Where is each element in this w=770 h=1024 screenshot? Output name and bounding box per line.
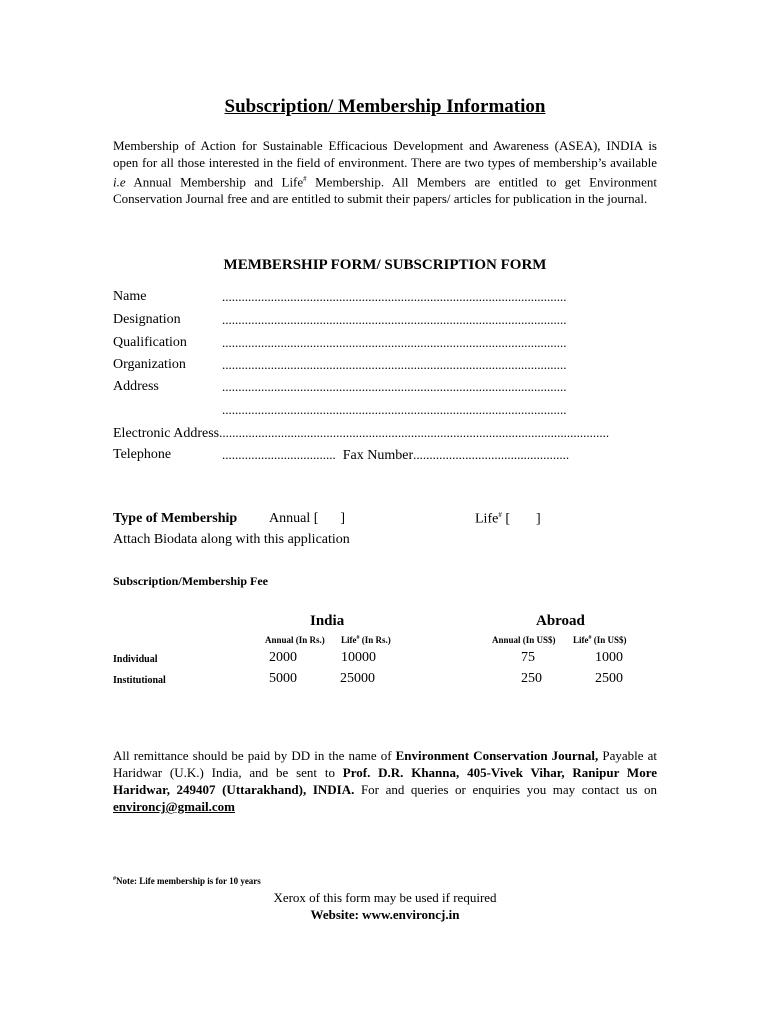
life-close: ] xyxy=(536,511,541,527)
qualification-label: Qualification xyxy=(113,335,187,350)
institutional-india-annual: 5000 xyxy=(269,671,297,686)
intro-paragraph xyxy=(113,137,657,207)
fax-field[interactable]: ................................................ xyxy=(413,447,570,462)
india-life-header xyxy=(341,635,391,645)
annual-label: Annual [ xyxy=(269,511,319,526)
institutional-abroad-annual: 250 xyxy=(521,671,542,686)
name-field[interactable]: .......................................................................................................... xyxy=(222,289,567,304)
qualification-field[interactable]: .......................................................................................................... xyxy=(222,335,567,350)
organization-field[interactable]: .......................................................................................................... xyxy=(222,357,567,372)
life-label: Life xyxy=(475,511,499,527)
address-field-line1[interactable]: .......................................................................................................... xyxy=(222,379,567,394)
remittance-paragraph xyxy=(113,747,657,815)
india-life-sup: # xyxy=(356,635,360,641)
attach-biodata-text: Attach Biodata along with this application xyxy=(113,532,350,547)
remittance-text-1: All remittance should be paid by DD in the name of xyxy=(113,748,396,763)
india-life-header-label: Life xyxy=(341,635,357,645)
individual-label: Individual xyxy=(113,654,158,665)
intro-sup: # xyxy=(303,175,307,183)
remittance-text-3: For and queries or enquiries you may contact us on xyxy=(354,782,657,797)
name-label: Name xyxy=(113,289,147,304)
remittance-journal-name: Environment Conservation Journal, xyxy=(395,748,599,763)
life-checkbox[interactable] xyxy=(475,511,541,528)
telephone-label: Telephone xyxy=(113,447,172,462)
abroad-life-sup: # xyxy=(588,635,592,641)
individual-abroad-annual: 75 xyxy=(521,650,535,665)
intro-ie: i.e xyxy=(113,174,126,190)
abroad-life-header-unit: (In US$) xyxy=(591,635,627,645)
annual-checkbox[interactable] xyxy=(269,511,345,527)
remittance-address: Prof. D.R. Khanna, 405-Vivek Vihar, Ranipur More Haridwar, 249407 (Uttarakhand), INDIA. xyxy=(113,765,658,797)
address-label: Address xyxy=(113,379,159,394)
institutional-label: Institutional xyxy=(113,675,166,686)
remittance-text-2: Payable at Haridwar (U.K.) India, and be sent to xyxy=(113,748,657,780)
intro-text-2: Annual Membership and Life xyxy=(125,174,304,190)
institutional-abroad-life: 2500 xyxy=(595,671,623,686)
organization-label: Organization xyxy=(113,357,186,372)
intro-text-3: Membership. All Members are entitled to get Environment Conservation Journal free and are entitled to submit their papers/ articles for publication in the journal. xyxy=(113,174,657,207)
telephone-dots[interactable]: ................................... xyxy=(222,447,336,462)
footnote xyxy=(113,876,261,886)
annual-close: ] xyxy=(340,511,346,526)
address-field-line2[interactable]: .......................................................................................................... xyxy=(222,402,567,417)
form-title: MEMBERSHIP FORM/ SUBSCRIPTION FORM xyxy=(223,257,547,273)
india-heading: India xyxy=(310,613,345,629)
individual-india-annual: 2000 xyxy=(269,650,297,665)
abroad-life-header xyxy=(573,635,627,645)
designation-field[interactable]: .......................................................................................................... xyxy=(222,312,567,327)
electronic-address-row[interactable] xyxy=(113,425,625,442)
email-link[interactable]: environcj@gmail.com xyxy=(113,799,235,814)
india-life-header-unit: (In Rs.) xyxy=(359,635,391,645)
footnote-text: Note: Life membership is for 10 years xyxy=(116,876,261,886)
electronic-address-field[interactable]: ........................................................................................................................ xyxy=(219,425,610,440)
footnote-sup: # xyxy=(113,876,116,882)
individual-abroad-life: 1000 xyxy=(595,650,623,665)
institutional-india-life: 25000 xyxy=(340,671,375,686)
abroad-annual-header: Annual (In US$) xyxy=(492,635,556,645)
life-sup: # xyxy=(498,511,502,519)
page-title: Subscription/ Membership Information xyxy=(224,96,546,117)
fee-heading: Subscription/Membership Fee xyxy=(113,574,268,588)
fax-label: Fax Number xyxy=(342,448,414,463)
electronic-address-label: Electronic Address xyxy=(113,426,220,441)
abroad-heading: Abroad xyxy=(536,613,585,629)
membership-type-label: Type of Membership xyxy=(113,511,238,526)
xerox-note: Xerox of this form may be used if required xyxy=(273,890,497,905)
intro-text-1: Membership of Action for Sustainable Efficacious Development and Awareness (ASEA), INDIA is open for all those interested in the field of environment. There are two types of membership’s available xyxy=(113,138,657,170)
telephone-field[interactable] xyxy=(222,447,569,464)
individual-india-life: 10000 xyxy=(341,650,376,665)
life-open: [ xyxy=(501,511,510,527)
designation-label: Designation xyxy=(113,312,181,327)
abroad-life-header-label: Life xyxy=(573,635,589,645)
website-line[interactable]: Website: www.environcj.in xyxy=(310,907,460,922)
india-annual-header: Annual (In Rs.) xyxy=(265,635,325,645)
